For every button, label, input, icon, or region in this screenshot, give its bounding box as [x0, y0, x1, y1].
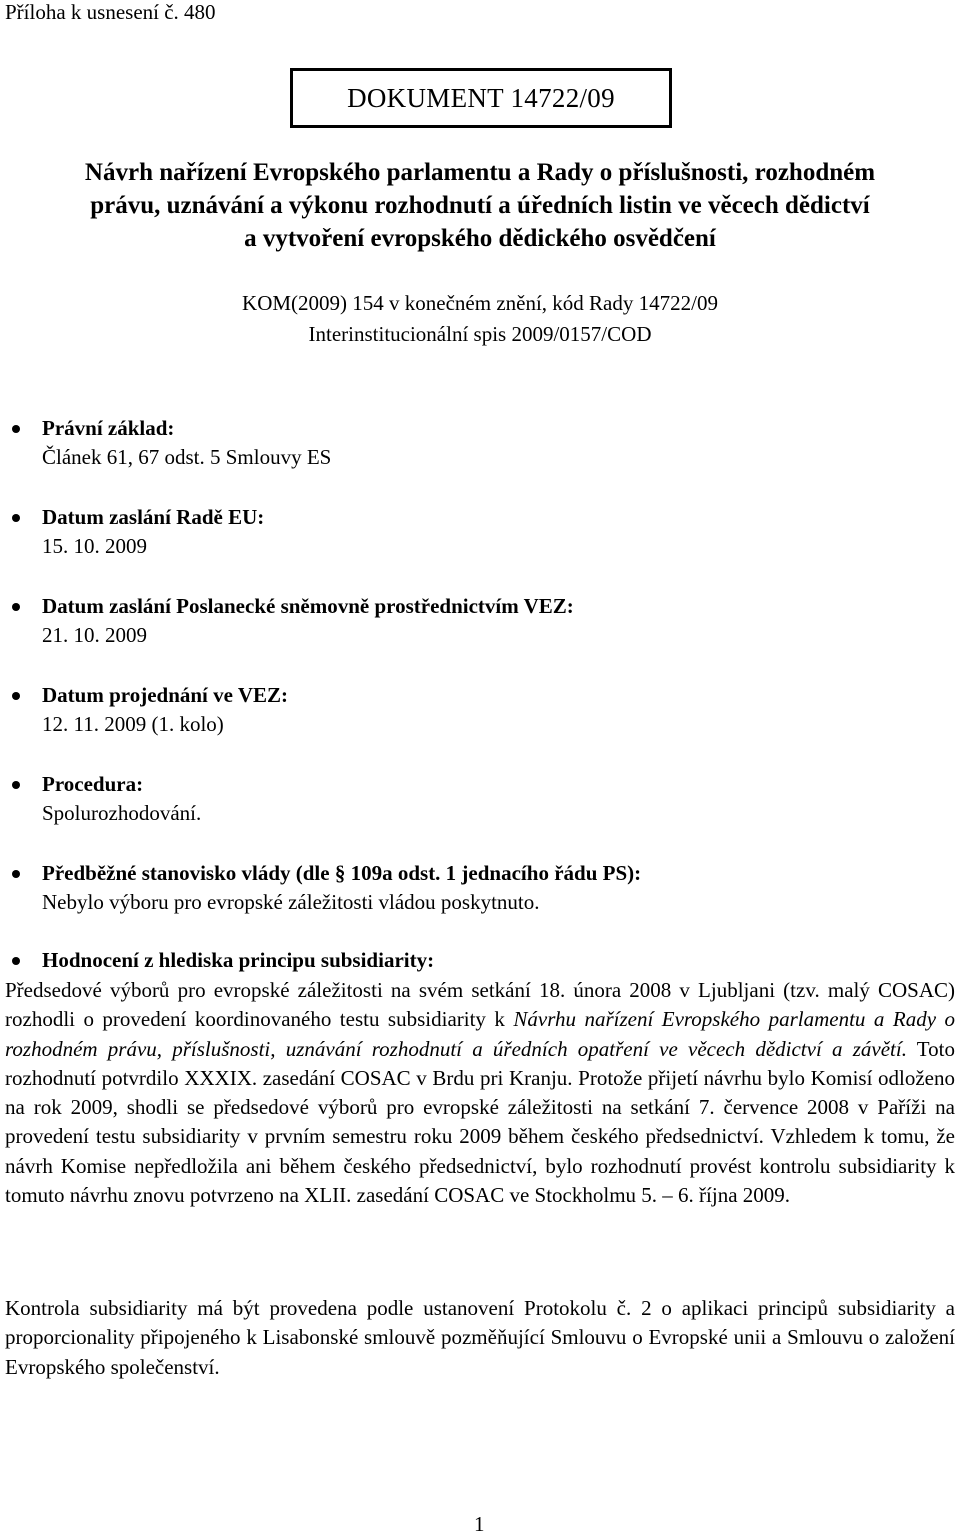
section-subsidiarity-assessment [42, 946, 942, 975]
paragraph-text: Toto rozhodnutí potvrdilo XXXIX. zasedání COSAC v Brdu pri Kranju. Protože přijetí návrhu bylo Komisí odloženo na rok 2009, shodli se předsedové výborů pro evropské záležitosti na setkání 7. července 2008 v Paříži na provedení testu subsidiarity v prvním semestru roku 2009 během českého předsednictví. Vzhledem k tomu, že návrh Komise nepředložila ani během českého předsednictví, bylo rozhodnutí provést kontrolu subsidiarity k tomuto návrhu znovu potvrzeno na XLII. zasedání COSAC ve Stockholmu 5. – 6. října 2009. [5, 1036, 955, 1208]
section-value: 21. 10. 2009 [42, 623, 147, 647]
protocol-paragraph: Kontrola subsidiarity má být provedena podle ustanovení Protokolu č. 2 o aplikaci principů subsidiarity a proporcionality připojeného k Lisabonské smlouvě pozměňující Smlouvu o Evropské unii a Smlouvu o založení Evropského společenství. [5, 1296, 955, 1379]
section-date-discussed [42, 681, 942, 739]
section-label: Hodnocení z hlediska principu subsidiarity: [42, 948, 435, 972]
bullet-icon [12, 692, 20, 700]
subtitle-line: KOM(2009) 154 v konečném znění, kód Rady 14722/09 [242, 291, 718, 315]
section-label: Právní základ: [42, 416, 175, 440]
title-line: právu, uznávání a výkonu rozhodnutí a úředních listin ve věcech dědictví [90, 192, 870, 219]
section-legal-basis [42, 414, 942, 472]
section-label: Datum zaslání Radě EU: [42, 505, 265, 529]
section-label: Datum projednání ve VEZ: [42, 683, 289, 707]
title-line: a vytvoření evropského dědického osvědčení [244, 225, 716, 252]
paragraph-text: Předsedové výborů pro evropské záležitosti na svém setkání 18. února 2008 v Ljubljani (tzv. malý COSAC) rozhodli o provedení koordinovaného testu subsidiarity k [5, 978, 955, 1032]
document-title [0, 156, 960, 255]
bullet-icon [12, 603, 20, 611]
section-date-sent-chamber [42, 592, 942, 650]
section-value: Článek 61, 67 odst. 5 Smlouvy ES [42, 445, 332, 469]
section-procedure [42, 770, 942, 828]
section-value: 12. 11. 2009 (1. kolo) [42, 712, 224, 736]
subsidiarity-paragraph [5, 976, 955, 1210]
subtitle-line: Interinstitucionální spis 2009/0157/COD [308, 322, 652, 346]
bullet-icon [12, 781, 20, 789]
page-number: 1 [474, 1512, 485, 1536]
section-date-sent-council [42, 503, 942, 561]
section-label: Datum zaslání Poslanecké sněmovně prostřednictvím VEZ: [42, 594, 574, 618]
header-note: Příloha k usnesení č. 480 [5, 0, 216, 24]
section-government-opinion [42, 859, 942, 917]
bullet-icon [12, 870, 20, 878]
section-value: Spolurozhodování. [42, 801, 202, 825]
bullet-icon [12, 957, 20, 965]
bullet-icon [12, 425, 20, 433]
title-line: Návrh nařízení Evropského parlamentu a Rady o příslušnosti, rozhodném [84, 159, 876, 186]
section-label: Procedura: [42, 772, 144, 796]
proposal-title-italic: Návrhu nařízení Evropského parlamentu a Rady o rozhodném právu, příslušnosti, uznávání rozhodnutí a úředních opatření ve věcech dědictví a závětí. [5, 1007, 955, 1061]
section-value: 15. 10. 2009 [42, 534, 147, 558]
bullet-icon [12, 514, 20, 522]
document-number-box: DOKUMENT 14722/09 [290, 68, 672, 128]
section-label: Předběžné stanovisko vlády (dle § 109a odst. 1 jednacího řádu PS): [42, 861, 642, 885]
document-subtitle [0, 288, 960, 350]
section-value: Nebylo výboru pro evropské záležitosti vládou poskytnuto. [42, 890, 540, 914]
